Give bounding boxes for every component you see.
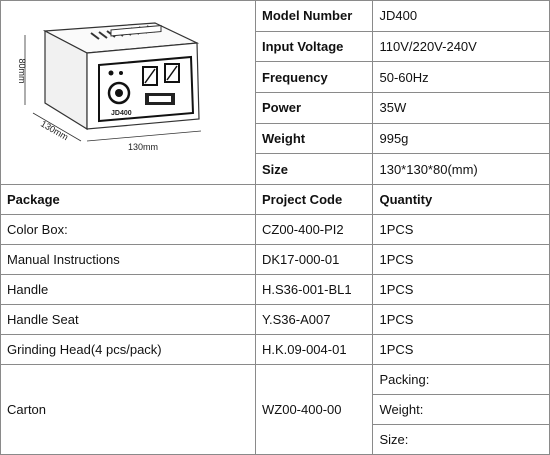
spec-label: Size xyxy=(256,154,373,185)
spec-label: Model Number xyxy=(256,1,373,32)
table-row xyxy=(1,305,550,335)
package-header-row xyxy=(1,185,550,215)
project-code: Y.S36-A007 xyxy=(256,305,373,335)
project-code: H.K.09-004-01 xyxy=(256,335,373,365)
spec-value: 110V/220V-240V xyxy=(373,31,550,62)
project-code: DK17-000-01 xyxy=(256,245,373,275)
quantity: 1PCS xyxy=(373,215,550,245)
table-row xyxy=(1,215,550,245)
spec-label: Weight xyxy=(256,123,373,154)
carton-row xyxy=(1,365,550,455)
table-row xyxy=(1,275,550,305)
package-name: Grinding Head(4 pcs/pack) xyxy=(1,335,256,365)
packing-label: Packing: xyxy=(379,372,430,387)
spec-row-model xyxy=(1,1,550,32)
spec-value: 50-60Hz xyxy=(373,62,550,93)
weight-label: Weight: xyxy=(373,394,549,424)
product-illustration xyxy=(7,1,249,181)
spec-label: Power xyxy=(256,92,373,123)
spec-value: 130*130*80(mm) xyxy=(373,154,550,185)
table-row xyxy=(1,245,550,275)
package-name: Color Box: xyxy=(1,215,256,245)
quantity: 1PCS xyxy=(373,275,550,305)
size-label: Size: xyxy=(373,424,549,454)
spec-label: Input Voltage xyxy=(256,31,373,62)
package-name: Handle xyxy=(1,275,256,305)
project-code: CZ00-400-PI2 xyxy=(256,215,373,245)
spec-label: Frequency xyxy=(256,62,373,93)
quantity: 1PCS xyxy=(373,335,550,365)
spec-value: 35W xyxy=(373,92,550,123)
quantity-header: Quantity xyxy=(373,185,550,215)
quantity: 1PCS xyxy=(373,245,550,275)
code-header: Project Code xyxy=(256,185,373,215)
height-dimension: 80mm xyxy=(17,58,27,84)
width-dimension: 130mm xyxy=(127,142,159,152)
package-name: Handle Seat xyxy=(1,305,256,335)
product-image-cell xyxy=(1,1,256,185)
project-code: H.S36-001-BL1 xyxy=(256,275,373,305)
table-row xyxy=(1,335,550,365)
quantity: 1PCS xyxy=(373,305,550,335)
carton-details-cell xyxy=(373,365,550,455)
project-code: WZ00-400-00 xyxy=(256,365,373,455)
package-name: Manual Instructions xyxy=(1,245,256,275)
brand-mark: JD400 xyxy=(111,110,132,117)
package-name: Carton xyxy=(1,365,256,455)
spec-value: 995g xyxy=(373,123,550,154)
package-header: Package xyxy=(1,185,256,215)
spec-value: JD400 xyxy=(373,1,550,32)
depth-dimension: 130mm xyxy=(39,118,70,143)
